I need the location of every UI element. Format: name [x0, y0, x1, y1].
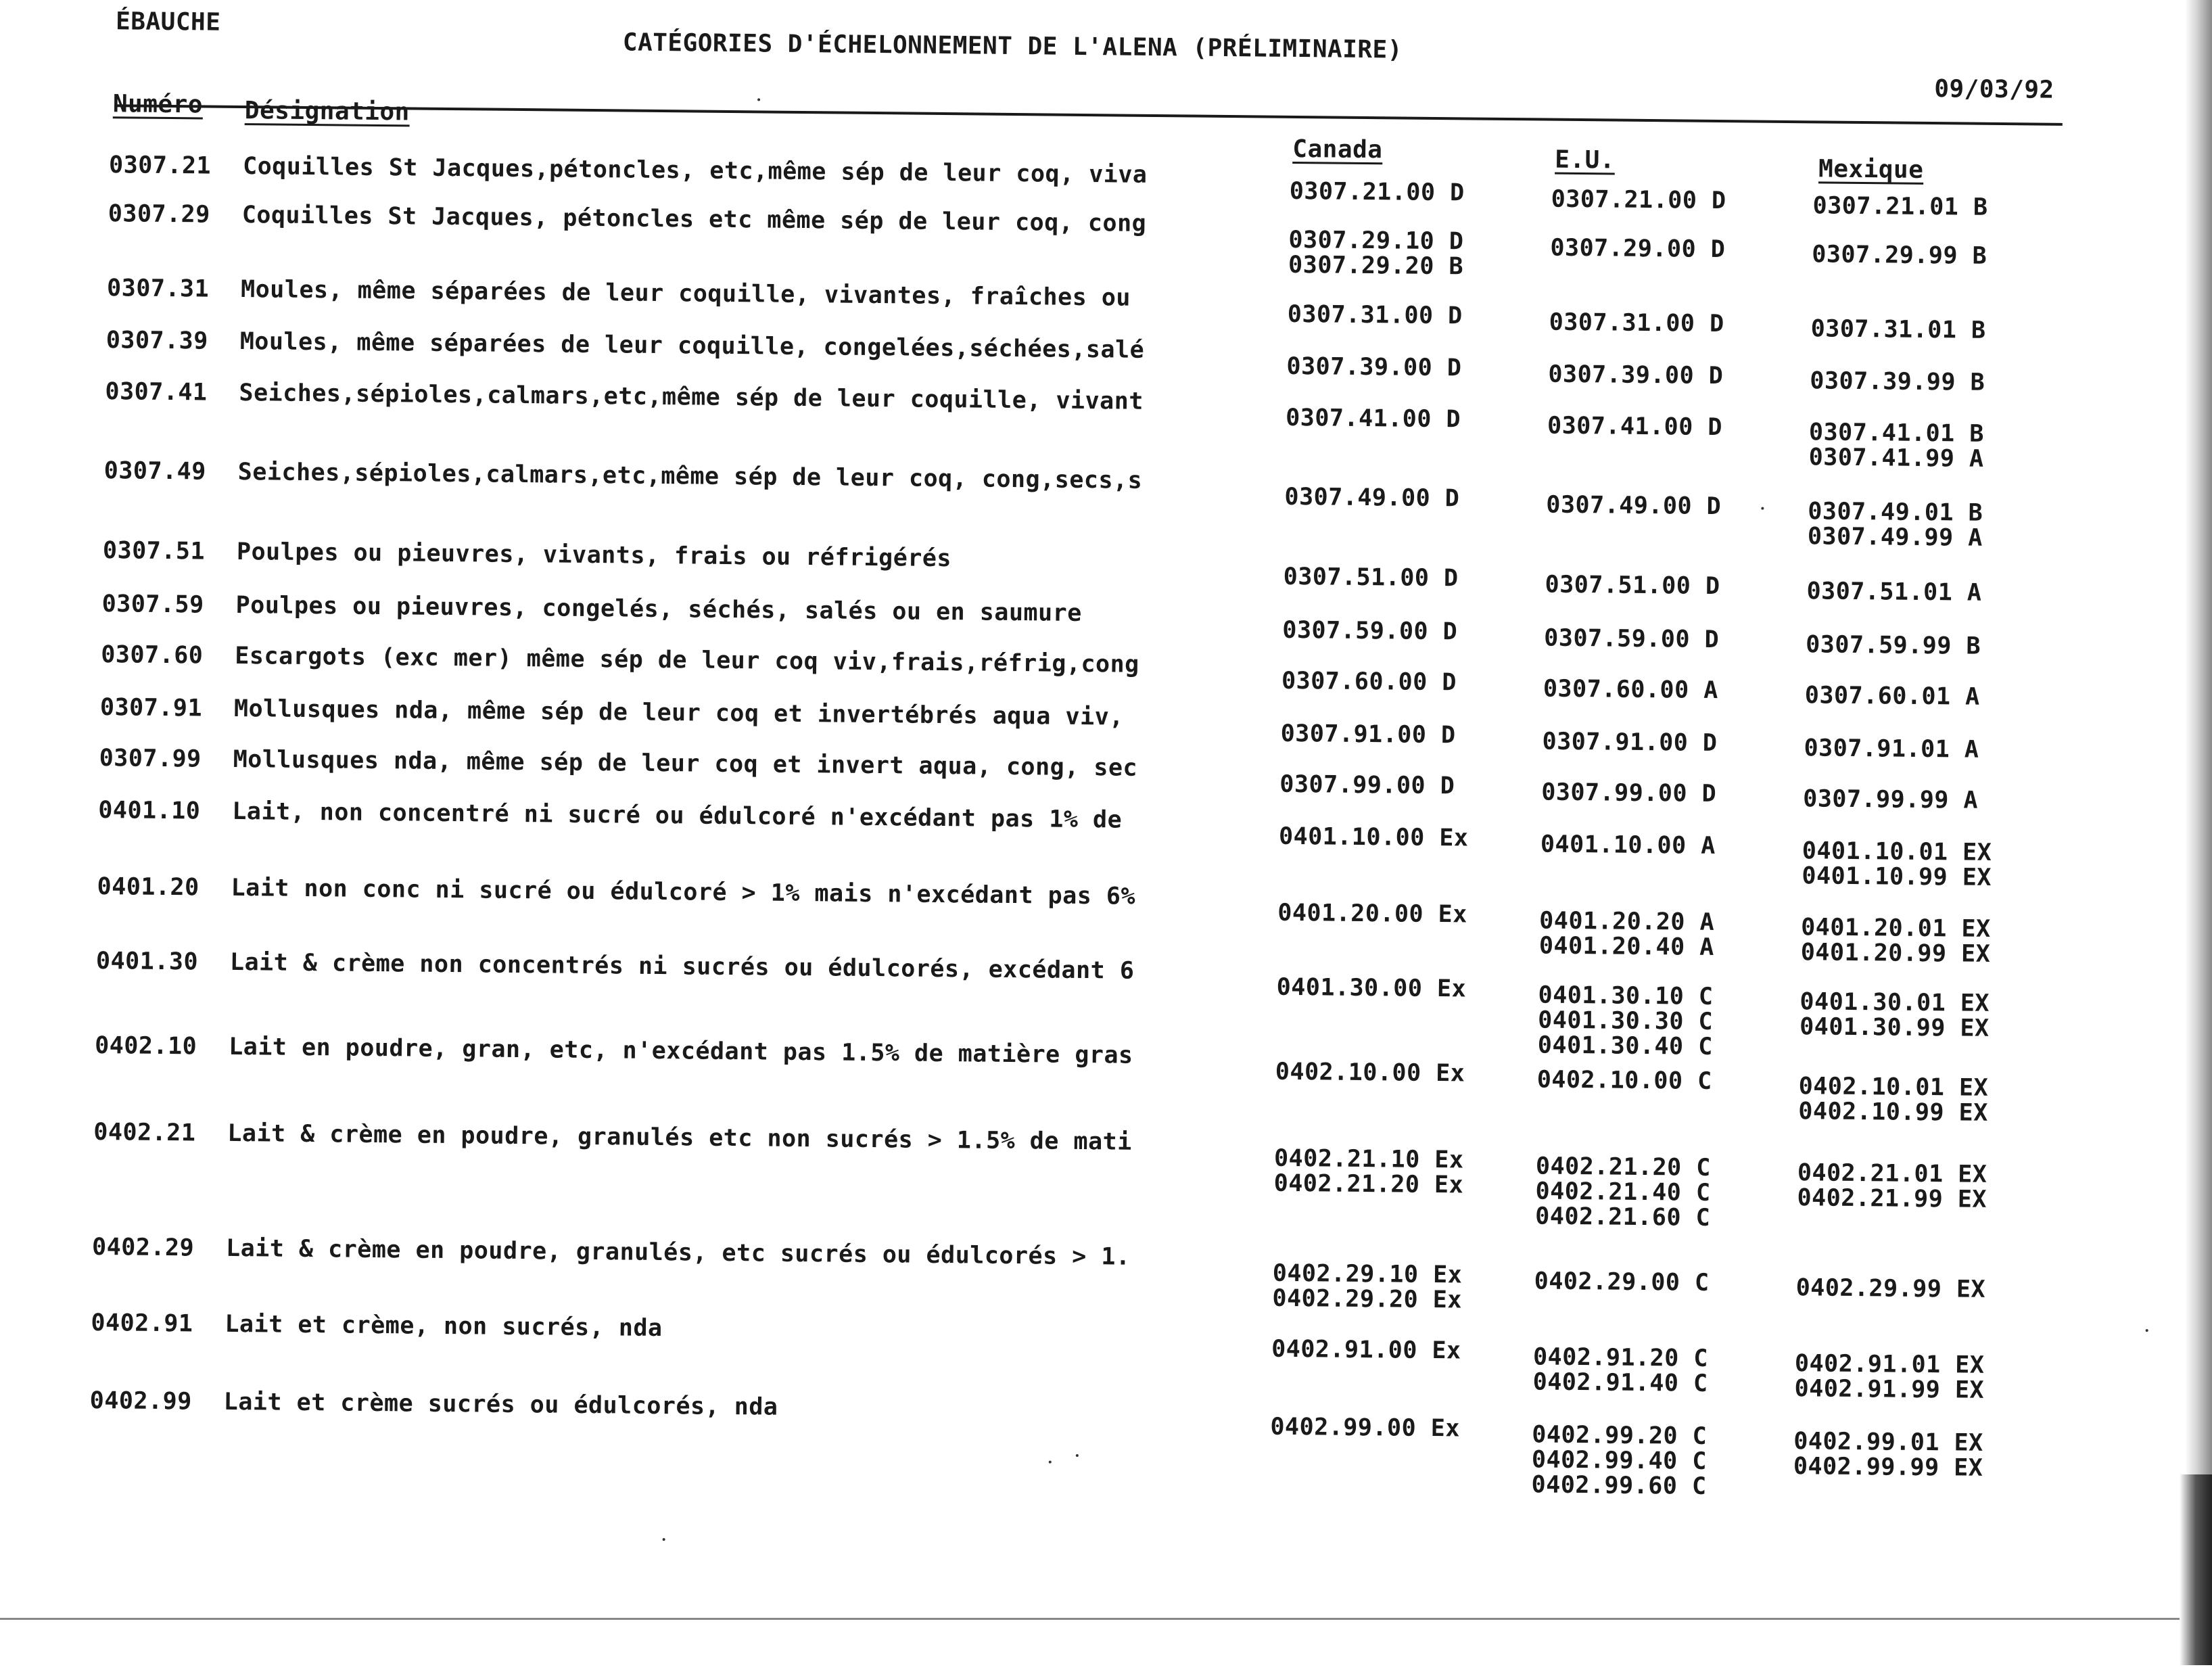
column-header-canada: Canada: [1292, 135, 1383, 164]
scan-right-edge: [2185, 0, 2212, 1665]
mexique-code: 0307.29.99 B: [1812, 241, 1987, 270]
mexique-code: 0402.99.99 EX: [1793, 1453, 1983, 1482]
document-date: 09/03/92: [1934, 75, 2054, 104]
mexique-code: 0401.20.01 EX: [1801, 914, 1991, 943]
canada-code: 0402.10.00 Ex: [1275, 1058, 1465, 1088]
canada-code: 0402.99.00 Ex: [1270, 1413, 1461, 1443]
row-numero: 0307.91: [99, 694, 203, 722]
mexique-code: 0402.10.01 EX: [1798, 1073, 1989, 1102]
mexique-code: 0401.10.01 EX: [1802, 837, 1992, 866]
eu-code: 0401.20.40 A: [1538, 932, 1714, 961]
canada-code: 0307.60.00 D: [1281, 667, 1457, 697]
canada-code: 0402.21.20 Ex: [1273, 1169, 1464, 1199]
row-designation: Lait & crème non concentrés ni sucrés ou édulcorés, excédant 6: [229, 948, 1135, 985]
eu-code: 0402.99.40 C: [1531, 1446, 1708, 1475]
column-header-mexique: Mexique: [1818, 155, 1924, 184]
row-numero: 0307.29: [108, 200, 211, 229]
row-numero: 0401.10: [98, 797, 201, 825]
canada-code: 0307.21.00 D: [1289, 177, 1465, 207]
mexique-code: 0401.10.99 EX: [1802, 862, 1992, 891]
row-designation: Poulpes ou pieuvres, congelés, séchés, salés ou en saumure: [235, 591, 1082, 627]
mexique-code: 0401.30.01 EX: [1799, 988, 1990, 1017]
eu-code: 0402.99.20 C: [1532, 1421, 1708, 1450]
row-designation: Mollusques nda, même sép de leur coq et invertébrés aqua viv,: [233, 695, 1125, 731]
eu-code: 0402.21.40 C: [1535, 1178, 1711, 1207]
eu-code: 0402.10.00 C: [1536, 1066, 1712, 1095]
eu-code: 0402.29.00 C: [1534, 1267, 1710, 1297]
row-designation: Poulpes ou pieuvres, vivants, frais ou réfrigérés: [236, 538, 952, 573]
row-numero: 0402.10: [95, 1032, 197, 1061]
canada-code: 0307.29.10 D: [1288, 226, 1464, 256]
row-numero: 0401.20: [97, 873, 199, 902]
mexique-code: 0307.49.99 A: [1807, 523, 1983, 552]
row-numero: 0307.59: [101, 590, 204, 619]
mexique-code: 0402.91.01 EX: [1794, 1350, 1985, 1379]
eu-code: 0307.31.00 D: [1549, 308, 1724, 338]
row-numero: 0402.91: [91, 1309, 193, 1338]
row-designation: Coquilles St Jacques,pétoncles, etc,même sép de leur coq, viva: [242, 153, 1148, 189]
canada-code: 0402.29.10 Ex: [1272, 1259, 1463, 1289]
row-designation: Lait et crème sucrés ou édulcorés, nda: [223, 1388, 778, 1421]
canada-code: 0307.39.00 D: [1286, 352, 1462, 382]
eu-code: 0307.21.00 D: [1551, 185, 1726, 215]
eu-code: 0307.51.00 D: [1545, 571, 1720, 601]
scan-speck: [2146, 1329, 2148, 1332]
canada-code: 0401.10.00 Ex: [1278, 822, 1469, 852]
eu-code: 0307.60.00 A: [1543, 675, 1719, 705]
row-numero: 0307.49: [103, 457, 206, 486]
row-numero: 0401.30: [95, 948, 199, 976]
mexique-code: 0307.99.99 A: [1803, 785, 1979, 814]
row-numero: 0307.51: [102, 537, 206, 565]
scan-bottom-edge: [0, 1618, 2184, 1620]
mexique-code: 0307.60.01 A: [1804, 682, 1980, 711]
row-designation: Coquilles St Jacques, pétoncles etc même sép de leur coq, cong: [241, 202, 1147, 237]
row-designation: Mollusques nda, même sép de leur coq et invert aqua, cong, sec: [233, 745, 1138, 782]
canada-code: 0307.41.00 D: [1286, 404, 1461, 434]
row-designation: Lait en poudre, gran, etc, n'excédant pas 1.5% de matière gras: [229, 1033, 1133, 1069]
row-numero: 0307.39: [105, 327, 209, 355]
document-title: CATÉGORIES D'ÉCHELONNEMENT DE L'ALENA (PRÉLIMINAIRE): [622, 28, 1403, 64]
row-designation: Lait & crème en poudre, granulés etc non sucrés > 1.5% de mati: [227, 1119, 1132, 1156]
scan-speck: [1076, 1454, 1079, 1457]
draft-label: ÉBAUCHE: [115, 7, 221, 37]
mexique-code: 0402.99.01 EX: [1793, 1428, 1983, 1457]
mexique-code: 0307.31.01 B: [1810, 315, 1986, 344]
mexique-code: 0307.21.01 B: [1812, 192, 1988, 221]
eu-code: 0307.39.00 D: [1548, 360, 1724, 390]
eu-code: 0402.21.60 C: [1535, 1203, 1711, 1232]
mexique-code: 0402.29.99 EX: [1795, 1274, 1986, 1303]
mexique-code: 0402.10.99 EX: [1798, 1098, 1989, 1127]
canada-code: 0307.99.00 D: [1279, 770, 1455, 800]
canada-code: 0402.29.20 Ex: [1272, 1284, 1463, 1314]
eu-code: 0402.21.20 C: [1535, 1153, 1712, 1182]
canada-code: 0401.30.00 Ex: [1276, 973, 1467, 1003]
mexique-code: 0401.20.99 EX: [1800, 939, 1991, 968]
scan-speck: [1049, 1461, 1052, 1464]
eu-code: 0307.41.00 D: [1547, 412, 1723, 442]
row-numero: 0307.31: [106, 275, 210, 303]
mexique-code: 0307.41.99 A: [1808, 444, 1984, 473]
row-designation: Lait & crème en poudre, granulés, etc sucrés ou édulcorés > 1.: [225, 1234, 1131, 1271]
scan-speck: [663, 1538, 665, 1541]
canada-code: 0307.29.20 B: [1288, 251, 1464, 281]
row-designation: Lait non conc ni sucré ou édulcoré > 1% mais n'excédant pas 6%: [231, 874, 1136, 910]
canada-code: 0307.91.00 D: [1280, 720, 1456, 749]
row-designation: Escargots (exc mer) même sép de leur coq viv,frais,réfrig,cong: [235, 642, 1139, 678]
canada-code: 0401.20.00 Ex: [1277, 899, 1467, 929]
canada-code: 0402.21.10 Ex: [1273, 1144, 1464, 1174]
mexique-code: 0307.91.01 A: [1804, 735, 1979, 764]
row-designation: Seiches,sépioles,calmars,etc,même sép de leur coq, cong,secs,s: [237, 458, 1143, 494]
row-numero: 0307.41: [105, 378, 208, 406]
eu-code: 0307.99.00 D: [1541, 778, 1717, 808]
mexique-code: 0402.21.99 EX: [1797, 1184, 1987, 1213]
row-numero: 0402.21: [93, 1118, 196, 1147]
column-header-designation: Désignation: [244, 97, 410, 126]
eu-code: 0401.30.40 C: [1537, 1031, 1713, 1061]
eu-code: 0402.91.20 C: [1532, 1343, 1709, 1372]
column-header-numero: Numéro: [112, 90, 204, 119]
mexique-code: 0402.21.01 EX: [1797, 1159, 1987, 1188]
mexique-code: 0307.59.99 B: [1806, 631, 1981, 660]
eu-code: 0307.59.00 D: [1544, 624, 1720, 654]
mexique-code: 0402.91.99 EX: [1794, 1375, 1985, 1404]
eu-code: 0402.99.60 C: [1531, 1471, 1707, 1500]
row-designation: Moules, même séparées de leur coquille, congelées,séchées,salé: [239, 328, 1145, 364]
eu-code: 0307.29.00 D: [1550, 234, 1726, 264]
row-numero: 0402.99: [89, 1387, 192, 1416]
scan-speck: [757, 98, 760, 101]
row-designation: Seiches,sépioles,calmars,etc,même sép de leur coquille, vivant: [239, 379, 1144, 415]
row-numero: 0307.60: [101, 641, 204, 670]
canada-code: 0307.49.00 D: [1284, 483, 1460, 513]
mexique-code: 0307.49.01 B: [1808, 498, 1983, 527]
mexique-code: 0307.39.99 B: [1810, 367, 1985, 396]
canada-code: 0307.51.00 D: [1283, 563, 1459, 592]
eu-code: 0307.49.00 D: [1546, 491, 1722, 521]
row-designation: Lait, non concentré ni sucré ou édulcoré n'excédant pas 1% de: [232, 797, 1123, 834]
row-numero: 0307.99: [99, 745, 202, 773]
row-designation: Lait et crème, non sucrés, nda: [225, 1310, 663, 1343]
eu-code: 0401.10.00 A: [1540, 831, 1716, 860]
scan-speck: [1761, 507, 1764, 510]
row-numero: 0307.21: [108, 152, 212, 180]
row-numero: 0402.29: [91, 1233, 195, 1262]
mexique-code: 0401.30.99 EX: [1799, 1013, 1990, 1042]
mexique-code: 0307.51.01 A: [1806, 578, 1982, 607]
mexique-code: 0307.41.01 B: [1808, 419, 1985, 448]
canada-code: 0307.31.00 D: [1287, 300, 1463, 330]
canada-code: 0307.59.00 D: [1282, 616, 1458, 646]
canada-code: 0402.91.00 Ex: [1271, 1335, 1461, 1365]
eu-code: 0401.30.10 C: [1538, 981, 1714, 1010]
eu-code: 0307.91.00 D: [1542, 728, 1718, 758]
eu-code: 0401.20.20 A: [1539, 907, 1715, 936]
column-header-eu: E.U.: [1555, 145, 1616, 174]
eu-code: 0402.91.40 C: [1532, 1368, 1708, 1397]
eu-code: 0401.30.30 C: [1538, 1006, 1714, 1035]
row-designation: Moules, même séparées de leur coquille, vivantes, fraîches ou: [240, 276, 1131, 312]
scan-corner-shadow: [2180, 1474, 2212, 1665]
